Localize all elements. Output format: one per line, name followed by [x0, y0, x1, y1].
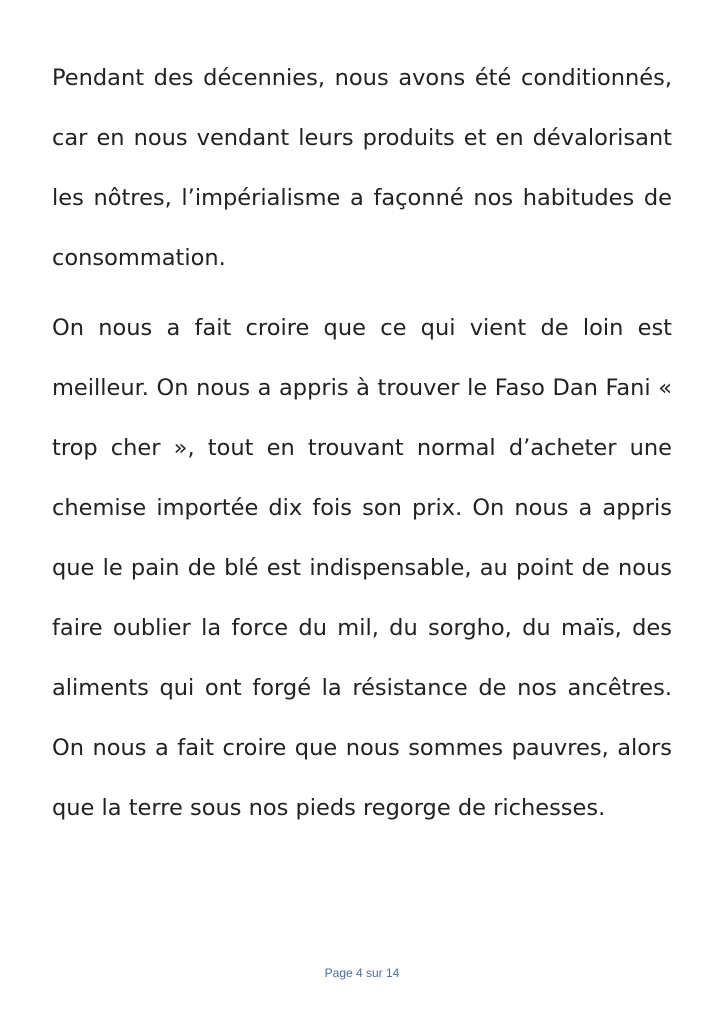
page-number-footer: Page 4 sur 14	[324, 966, 400, 980]
paragraph-2: On nous a fait croire que ce qui vient de loin est meilleur. On nous a appris à trouver le Faso Dan Fani « trop cher », tout en trouvant normal d’acheter une chemise importée dix fois son prix. On nous a appris que le pain de blé est indispensable, au point de nous faire oublier la force du mil, du sorgho, du maïs, des aliments qui ont forgé la résistance de nos ancêtres. On nous a fait croire que nous sommes pauvres, alors que la terre sous nos pieds regorge de richesses.	[52, 315, 672, 821]
paragraph-1: Pendant des décennies, nous avons été conditionnés, car en nous vendant leurs produits et en dévalorisant les nôtres, l’impérialisme a façonné nos habitudes de consommation.	[52, 65, 672, 271]
